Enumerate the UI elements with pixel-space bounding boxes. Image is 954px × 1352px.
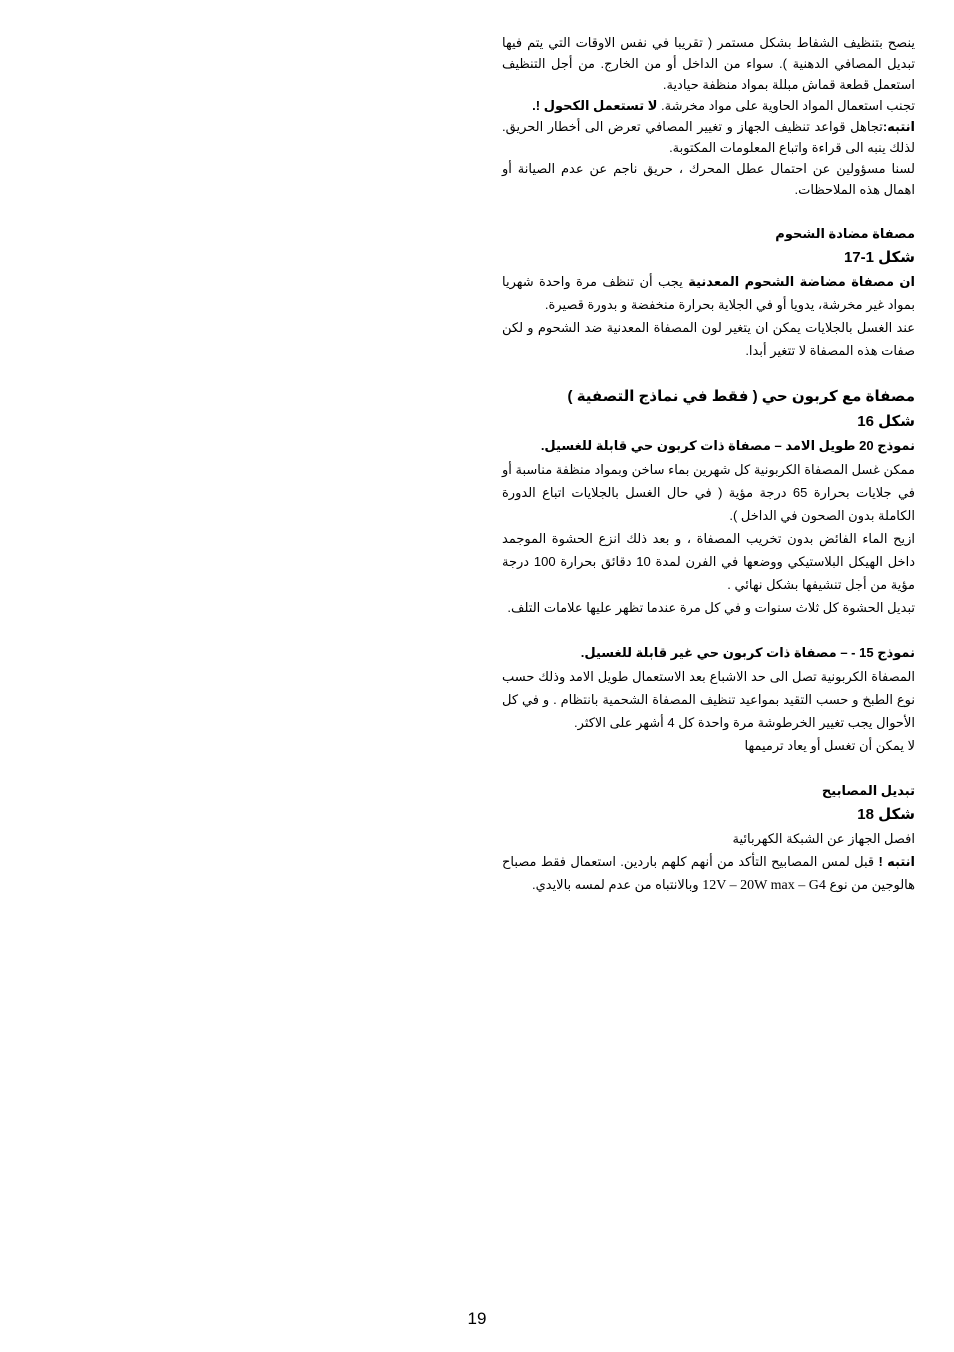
- lamp-attention-label: انتبه !: [878, 854, 915, 869]
- unplug-paragraph: افصل الجهاز عن الشبكة الكهربائية: [732, 831, 915, 846]
- lamp-warning-tail: وبالانتباه من عدم لمسه بالايدي.: [531, 877, 699, 892]
- carbon-filter-heading: مصفاة مع كربون حي ( فقط في نماذج التصفية ): [567, 388, 915, 405]
- lamps-figure-ref: شكل 18: [857, 806, 915, 823]
- lamp-warning-paragraph: [502, 850, 915, 897]
- avoid-abrasives-paragraph: [502, 95, 915, 116]
- fire-risk-paragraph: [502, 116, 915, 158]
- lamps-heading: تبديل المصابيح: [821, 783, 915, 798]
- grease-filter-figure-ref: شكل 1-17: [843, 249, 915, 266]
- liability-paragraph: لسنا مسؤولين عن احتمال عطل المحرك ، حريق ناجم عن عدم الصيانة أو اهمال هذه الملاحظات.: [502, 161, 915, 197]
- model-15-heading: نموذج 15 - – مصفاة ذات كربون حي غير قابلة للغسيل.: [580, 645, 915, 660]
- attention-label: انتبه:: [882, 119, 915, 134]
- grease-filter-paragraph: [502, 270, 915, 316]
- model-20-washing-paragraph: ممكن غسل المصفاة الكربونية كل شهرين بماء ساخن وبمواد منظفة مناسبة أو في جلايات بحرارة 65 درجة مؤية ( في حال الغسل بالجلايات اتباع الدورة الكاملة بدون الصحون في الداخل ).: [502, 462, 915, 523]
- model-15-no-wash-paragraph: لا يمكن أن تغسل أو يعاد ترميمها: [744, 738, 915, 753]
- no-alcohol-warning: لا تستعمل الكحول !.: [532, 98, 658, 113]
- lamp-spec: 12V – 20W max – G4: [702, 878, 826, 893]
- grease-filter-bold-lead: ان مصفاة مضاضة الشحوم المعدنية: [688, 274, 915, 289]
- cleaning-paragraph: ينصح بتنظيف الشفاط بشكل مستمر ( تقريبا في نفس الاوقات التي يتم فيها تبديل المصافي الدهنية ). سواء من الداخل أو من الخارج. من أجل التنظيف استعمل قطعة قماش مبللة بمواد منظفة حيادية.: [502, 35, 915, 92]
- grease-filter-heading: مصفاة مضادة الشحوم: [775, 226, 915, 241]
- page-number: 19: [467, 1309, 487, 1328]
- text-column: [502, 32, 915, 897]
- fire-risk-text: تجاهل قواعد تنظيف الجهاز و تغيير المصافي تعرض الى أخطار الحريق. لذلك ينبه الى قراءة واتباع المعلومات المكتوبة.: [502, 119, 915, 155]
- carbon-filter-figure-ref: شكل 16: [857, 413, 915, 430]
- model-20-heading: نموذج 20 طويل الامد – مصفاة ذات كربون حي قابلة للغسيل.: [540, 438, 915, 453]
- model-20-drying-paragraph: ازيح الماء الفائض بدون تخريب المصفاة ، و بعد ذلك انزع الحشوة الموجمد داخل الهيكل البلاستيكي ووضعها في الفرن لمدة 10 دقائق بحرارة 100 درجة مؤية من أجل تنشيفها بشكل نهائي .: [502, 531, 915, 592]
- grease-filter-text: يجب أن تنظف مرة واحدة شهريا بمواد غير مخرشة، يدويا أو في الجلاية بحرارة منخفضة و بدورة قصيرة.: [502, 274, 915, 312]
- model-15-saturation-paragraph: المصفاة الكربونية تصل الى حد الاشباع بعد الاستعمال طويل الامد وذلك حسب نوع الطبخ و حسب التقيد بمواعيد تنظيف المصفاة الشحمية بانتظام . و في كل الأحوال يجب تغيير الخرطوشة مرة واحدة كل 4 أشهر على الاكثر.: [502, 669, 915, 730]
- grease-filter-dishwasher-paragraph: عند الغسل بالجلايات يمكن ان يتغير لون المصفاة المعدنية ضد الشحوم و لكن صفات هذه المصفاة لا تتغير أبدا.: [502, 320, 915, 358]
- lamp-warning-text: قبل لمس المصابيح التأكد من أنهم كلهم باردين. استعمال فقط مصباح هالوجين من نوع: [502, 854, 915, 892]
- avoid-abrasives-text: تجنب استعمال المواد الحاوية على مواد مخرشة.: [661, 98, 915, 113]
- model-20-replace-paragraph: تبديل الحشوة كل ثلاث سنوات و في كل مرة عندما تظهر عليها علامات التلف.: [507, 600, 915, 615]
